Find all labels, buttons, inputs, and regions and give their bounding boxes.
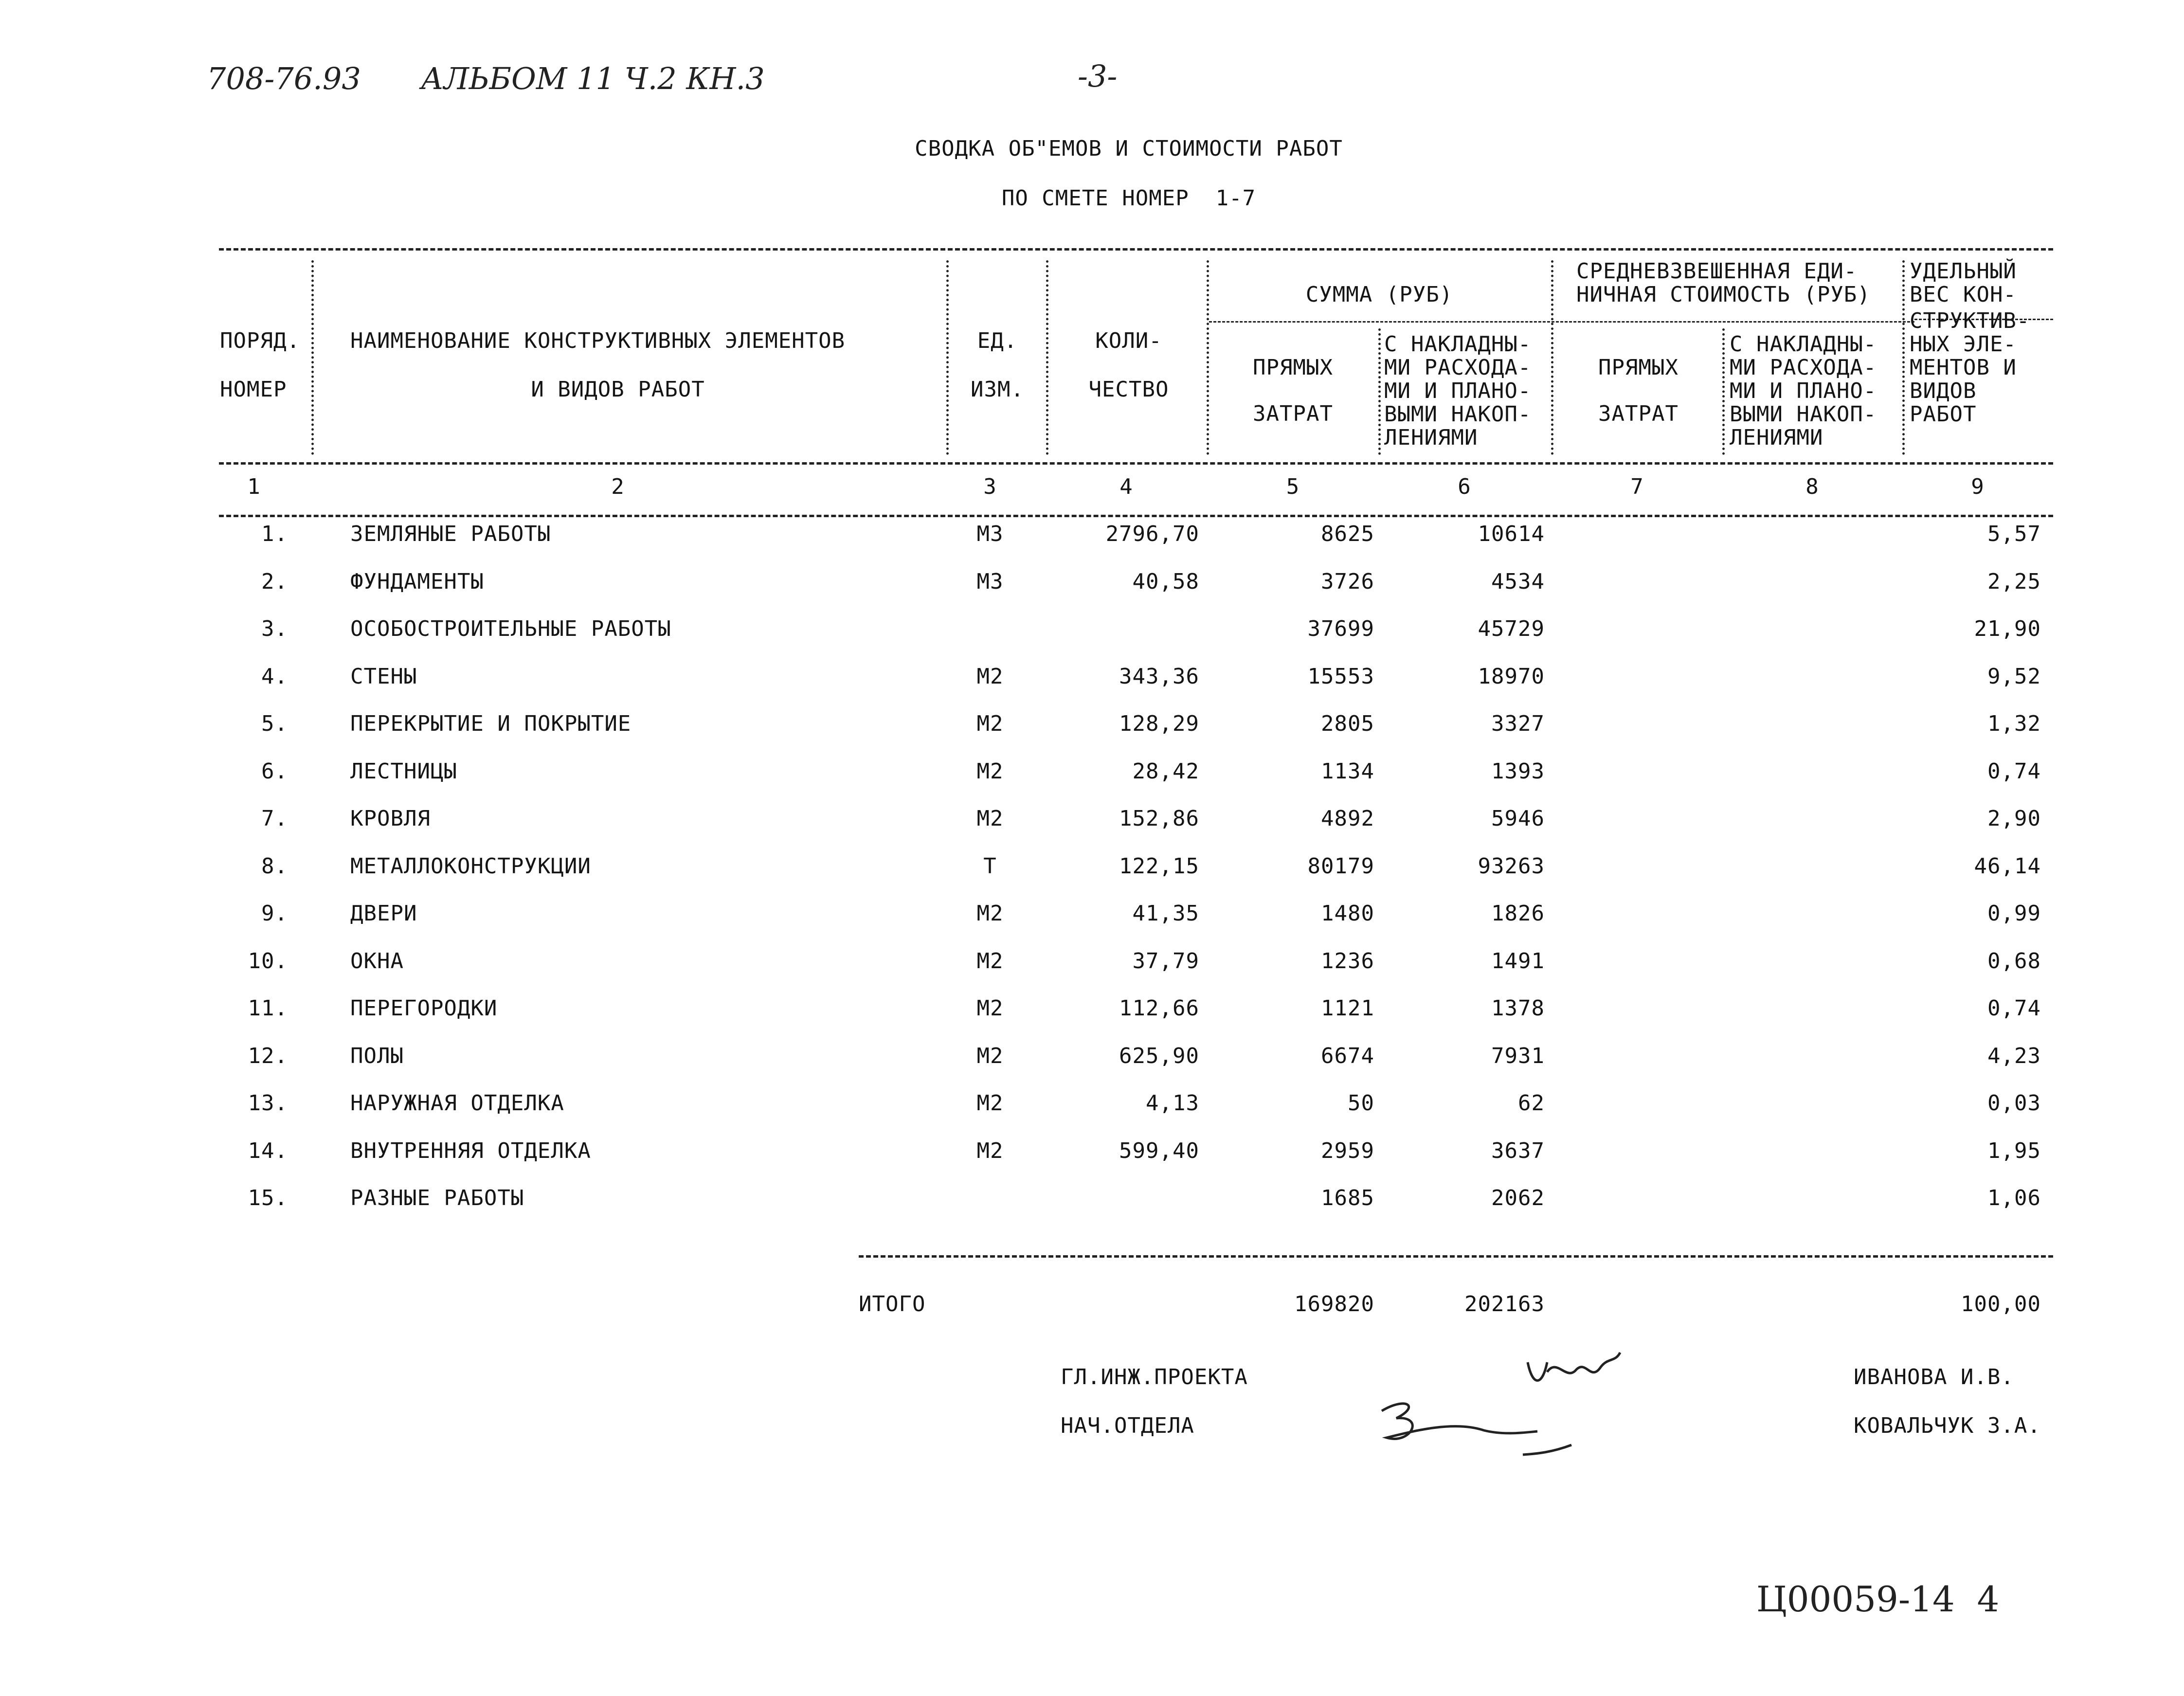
row-overhead-cost: 45729	[1478, 616, 1545, 641]
row-share: 0,68	[1987, 948, 2041, 974]
row-share: 4,23	[1987, 1043, 2041, 1068]
doc-code: 708-76.93	[207, 61, 361, 96]
row-name: ПЕРЕГОРОДКИ	[350, 996, 498, 1021]
title-line-2: ПО СМЕТЕ НОМЕР 1-7	[1001, 186, 1256, 211]
vsep-2	[946, 260, 949, 455]
row-direct-cost: 1480	[1321, 901, 1374, 926]
col5-head-1: ПРЯМЫХ	[1253, 355, 1333, 380]
col9-head-1: УДЕЛЬНЫЙ	[1910, 259, 2017, 284]
row-direct-cost: 8625	[1321, 522, 1374, 546]
table-row	[0, 616, 2184, 646]
row-quantity: 37,79	[1132, 948, 1199, 974]
row-direct-cost: 37699	[1307, 616, 1374, 641]
row-name: СТЕНЫ	[350, 664, 417, 689]
row-number: 2.	[261, 569, 288, 594]
row-unit: М2	[976, 948, 1004, 974]
row-overhead-cost: 10614	[1478, 522, 1545, 546]
row-unit: М2	[976, 1138, 1004, 1163]
colnum-1: 1	[247, 474, 261, 499]
row-unit: М2	[976, 711, 1004, 736]
colnum-5: 5	[1286, 474, 1300, 499]
colnum-4: 4	[1119, 474, 1133, 499]
row-direct-cost: 15553	[1307, 664, 1374, 689]
row-share: 5,57	[1987, 522, 2041, 546]
row-name: РАЗНЫЕ РАБОТЫ	[350, 1186, 524, 1210]
vsep-5	[1378, 328, 1381, 455]
row-number: 13.	[248, 1091, 288, 1116]
col4-head-2: ЧЕСТВО	[1088, 377, 1169, 402]
header-top-rule	[219, 248, 2053, 251]
row-name: КРОВЛЯ	[350, 806, 431, 831]
col9-head-3: СТРУКТИВ-	[1910, 308, 2030, 333]
header-bottom-rule	[219, 462, 2053, 465]
row-direct-cost: 50	[1348, 1091, 1374, 1116]
col2-head-2: И ВИДОВ РАБОТ	[531, 377, 705, 402]
col3-head-1: ЕД.	[977, 328, 1018, 353]
row-overhead-cost: 4534	[1491, 569, 1545, 594]
total-label: ИТОГО	[859, 1292, 926, 1317]
row-number: 5.	[261, 711, 288, 736]
row-direct-cost: 4892	[1321, 806, 1374, 831]
row-number: 11.	[248, 996, 288, 1021]
col6-head-5: ЛЕНИЯМИ	[1384, 425, 1478, 450]
table-row	[0, 1186, 2184, 1215]
row-overhead-cost: 5946	[1491, 806, 1545, 831]
table-row	[0, 806, 2184, 835]
col9-head-7: РАБОТ	[1910, 402, 1977, 427]
col5-head-2: ЗАТРАТ	[1253, 401, 1333, 426]
row-overhead-cost: 62	[1518, 1091, 1545, 1116]
row-quantity: 4,13	[1146, 1091, 1199, 1116]
col9-head-4: НЫХ ЭЛЕ-	[1910, 332, 2017, 357]
row-unit: М2	[976, 758, 1004, 784]
vsep-8	[1902, 260, 1905, 455]
row-unit: М2	[976, 664, 1004, 689]
row-name: ПЕРЕКРЫТИЕ И ПОКРЫТИЕ	[350, 711, 632, 736]
row-overhead-cost: 3637	[1491, 1138, 1545, 1163]
row-quantity: 28,42	[1132, 758, 1199, 784]
row-unit: М3	[976, 569, 1004, 594]
colnum-3: 3	[983, 474, 997, 499]
signature-role-2: НАЧ.ОТДЕЛА	[1061, 1413, 1194, 1438]
row-share: 1,06	[1987, 1186, 2041, 1210]
colnum-2: 2	[611, 474, 625, 499]
row-quantity: 625,90	[1119, 1043, 1199, 1068]
col6-head-1: С НАКЛАДНЫ-	[1384, 332, 1532, 357]
row-share: 0,74	[1987, 758, 2041, 784]
vsep-1	[311, 260, 314, 455]
colnum-9: 9	[1971, 474, 1985, 499]
col6-head-2: МИ РАСХОДА-	[1384, 355, 1532, 380]
group-avg-title-1: СРЕДНЕВЗВЕШЕННАЯ ЕДИ-	[1576, 259, 1858, 284]
total-share: 100,00	[1961, 1292, 2041, 1317]
table-row	[0, 711, 2184, 740]
row-quantity: 152,86	[1119, 806, 1199, 831]
signature-role-1: ГЛ.ИНЖ.ПРОЕКТА	[1061, 1365, 1248, 1389]
col7-head-1: ПРЯМЫХ	[1598, 355, 1679, 380]
row-direct-cost: 6674	[1321, 1043, 1374, 1068]
col6-head-4: ВЫМИ НАКОП-	[1384, 402, 1532, 427]
row-unit: М2	[976, 806, 1004, 831]
col8-head-1: С НАКЛАДНЫ-	[1730, 332, 1877, 357]
row-unit: М2	[976, 1043, 1004, 1068]
row-name: ОСОБОСТРОИТЕЛЬНЫЕ РАБОТЫ	[350, 616, 671, 641]
row-overhead-cost: 18970	[1478, 664, 1545, 689]
row-name: ВНУТРЕННЯЯ ОТДЕЛКА	[350, 1138, 591, 1163]
row-overhead-cost: 93263	[1478, 853, 1545, 879]
total-direct: 169820	[1294, 1292, 1374, 1317]
row-unit: М3	[976, 522, 1004, 546]
row-name: ДВЕРИ	[350, 901, 417, 926]
row-share: 2,90	[1987, 806, 2041, 831]
row-name: ПОЛЫ	[350, 1043, 404, 1068]
vsep-6	[1551, 260, 1553, 455]
row-quantity: 2796,70	[1105, 522, 1199, 546]
colnum-7: 7	[1630, 474, 1644, 499]
row-number: 6.	[261, 758, 288, 784]
total-overhead: 202163	[1464, 1292, 1545, 1317]
row-overhead-cost: 1378	[1491, 996, 1545, 1021]
total-rule	[859, 1255, 2053, 1258]
col8-head-4: ВЫМИ НАКОП-	[1730, 402, 1877, 427]
table-row	[0, 522, 2184, 551]
col1-head-1: ПОРЯД.	[220, 328, 300, 353]
row-number: 1.	[261, 522, 288, 546]
row-number: 9.	[261, 901, 288, 926]
row-unit: Т	[983, 853, 997, 879]
table-row	[0, 1044, 2184, 1073]
row-share: 2,25	[1987, 569, 2041, 594]
page-number: -3-	[1078, 58, 1118, 94]
row-overhead-cost: 1826	[1491, 901, 1545, 926]
col2-head-1: НАИМЕНОВАНИЕ КОНСТРУКТИВНЫХ ЭЛЕМЕНТОВ	[350, 328, 846, 353]
row-share: 0,99	[1987, 901, 2041, 926]
table-row	[0, 1091, 2184, 1120]
numbers-bottom-rule	[219, 515, 2053, 517]
row-number: 8.	[261, 853, 288, 879]
row-name: ЛЕСТНИЦЫ	[350, 758, 457, 784]
row-quantity: 599,40	[1119, 1138, 1199, 1163]
row-quantity: 41,35	[1132, 901, 1199, 926]
vsep-7	[1722, 328, 1725, 455]
row-overhead-cost: 7931	[1491, 1043, 1545, 1068]
group-avg-title-2: НИЧНАЯ СТОИМОСТЬ (РУБ)	[1576, 282, 1871, 307]
row-direct-cost: 1121	[1321, 996, 1374, 1021]
table-row	[0, 901, 2184, 930]
header-group-rule	[1209, 321, 1914, 323]
row-number: 4.	[261, 664, 288, 689]
row-direct-cost: 2805	[1321, 711, 1374, 736]
group-sum-title: СУММА (РУБ)	[1305, 282, 1453, 307]
album-label: АЛЬБОМ 11 Ч.2 КН.3	[421, 61, 765, 96]
handwritten-signature-1	[1518, 1343, 1635, 1396]
archive-stamp: Ц00059-14 4	[1756, 1579, 2000, 1620]
row-number: 12.	[248, 1043, 288, 1068]
row-overhead-cost: 2062	[1491, 1186, 1545, 1210]
row-share: 1,32	[1987, 711, 2041, 736]
col4-head-1: КОЛИ-	[1095, 328, 1162, 353]
col8-head-3: МИ И ПЛАНО-	[1730, 379, 1877, 403]
signature-name-1: ИВАНОВА И.В.	[1854, 1365, 2014, 1389]
row-quantity: 112,66	[1119, 996, 1199, 1021]
row-overhead-cost: 1393	[1491, 758, 1545, 784]
col1-head-2: НОМЕР	[220, 377, 287, 402]
col8-head-5: ЛЕНИЯМИ	[1730, 425, 1823, 450]
row-direct-cost: 3726	[1321, 569, 1374, 594]
table-row	[0, 996, 2184, 1025]
table-row	[0, 664, 2184, 693]
row-name: ЗЕМЛЯНЫЕ РАБОТЫ	[350, 522, 551, 546]
row-share: 9,52	[1987, 664, 2041, 689]
row-overhead-cost: 1491	[1491, 948, 1545, 974]
col6-head-3: МИ И ПЛАНО-	[1384, 379, 1532, 403]
row-quantity: 122,15	[1119, 853, 1199, 879]
row-number: 7.	[261, 806, 288, 831]
row-unit: М2	[976, 996, 1004, 1021]
row-name: ОКНА	[350, 948, 404, 974]
row-overhead-cost: 3327	[1491, 711, 1545, 736]
table-row	[0, 854, 2184, 883]
row-direct-cost: 1134	[1321, 758, 1374, 784]
table-row	[0, 949, 2184, 978]
row-number: 10.	[248, 948, 288, 974]
row-number: 14.	[248, 1138, 288, 1163]
colnum-8: 8	[1805, 474, 1819, 499]
row-name: НАРУЖНАЯ ОТДЕЛКА	[350, 1091, 564, 1116]
row-share: 46,14	[1974, 853, 2041, 879]
col9-head-6: ВИДОВ	[1910, 379, 1977, 403]
colnum-6: 6	[1458, 474, 1471, 499]
col3-head-2: ИЗМ.	[971, 377, 1024, 402]
row-share: 0,74	[1987, 996, 2041, 1021]
vsep-4	[1207, 260, 1209, 455]
table-row	[0, 1138, 2184, 1168]
row-number: 15.	[248, 1186, 288, 1210]
col8-head-2: МИ РАСХОДА-	[1730, 355, 1877, 380]
row-unit: М2	[976, 901, 1004, 926]
row-quantity: 128,29	[1119, 711, 1199, 736]
table-row	[0, 569, 2184, 598]
row-name: ФУНДАМЕНТЫ	[350, 569, 484, 594]
handwritten-signature-2	[1377, 1391, 1581, 1469]
row-number: 3.	[261, 616, 288, 641]
row-direct-cost: 1236	[1321, 948, 1374, 974]
row-quantity: 343,36	[1119, 664, 1199, 689]
row-share: 21,90	[1974, 616, 2041, 641]
row-unit: М2	[976, 1091, 1004, 1116]
col9-head-5: МЕНТОВ И	[1910, 355, 2017, 380]
signature-name-2: КОВАЛЬЧУК З.А.	[1854, 1413, 2041, 1438]
col9-head-2: ВЕС КОН-	[1910, 282, 2017, 307]
title-line-1: СВОДКА ОБ"ЕМОВ И СТОИМОСТИ РАБОТ	[915, 136, 1343, 161]
row-share: 1,95	[1987, 1138, 2041, 1163]
col7-head-2: ЗАТРАТ	[1598, 401, 1679, 426]
vsep-3	[1046, 260, 1048, 455]
row-name: МЕТАЛЛОКОНСТРУКЦИИ	[350, 853, 591, 879]
row-share: 0,03	[1987, 1091, 2041, 1116]
row-direct-cost: 80179	[1307, 853, 1374, 879]
row-direct-cost: 1685	[1321, 1186, 1374, 1210]
table-row	[0, 759, 2184, 788]
row-direct-cost: 2959	[1321, 1138, 1374, 1163]
row-quantity: 40,58	[1132, 569, 1199, 594]
